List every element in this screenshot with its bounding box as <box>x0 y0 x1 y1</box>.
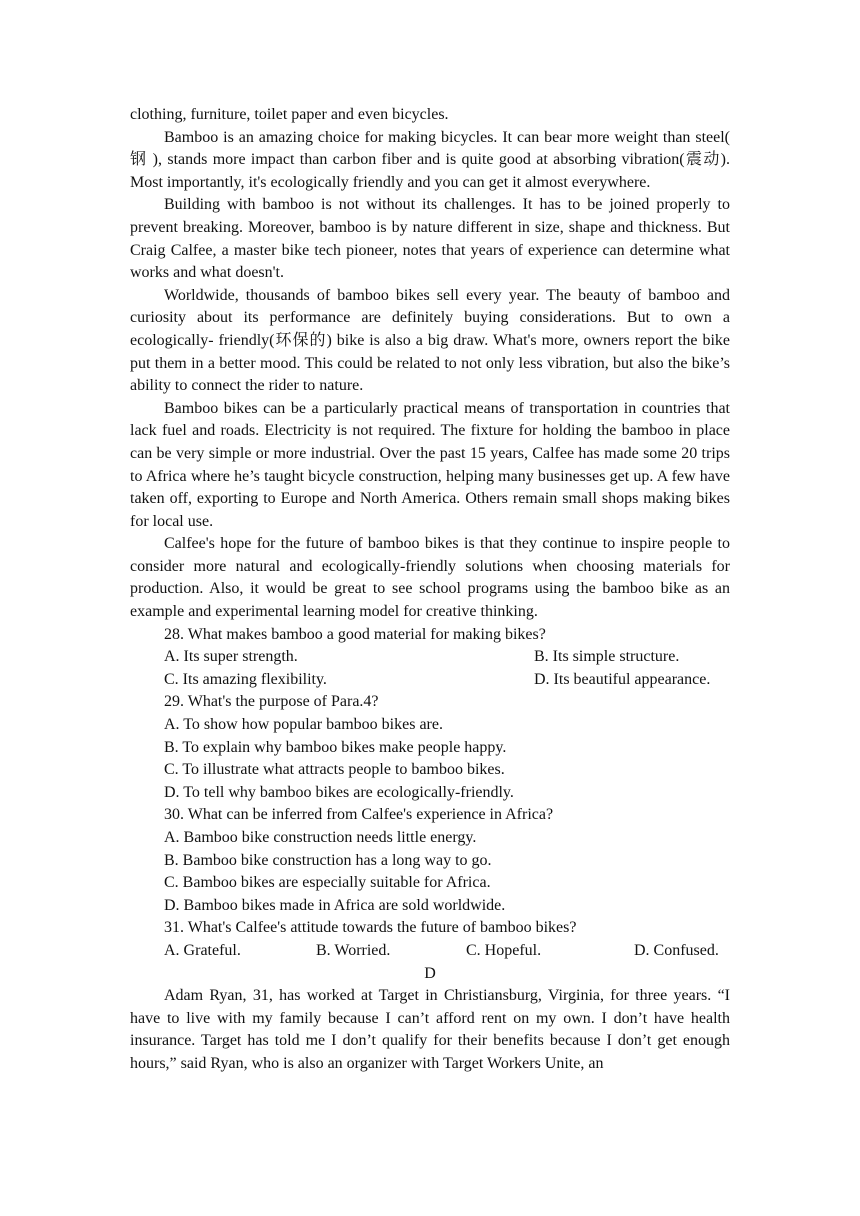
question-28-options-row-1 <box>130 646 730 669</box>
question-30-option-a: A. Bamboo bike construction needs little energy. <box>164 829 477 846</box>
question-30-stem: 30. What can be inferred from Calfee's experience in Africa? <box>164 806 554 824</box>
question-31-option-a: A. Grateful. <box>164 941 241 959</box>
passage-c-paragraph-3: Building with bamboo is not without its challenges. It has to be joined properly to prevent breaking. Moreover, bamboo is by nature different in size, shape and thickness. But Craig Calfee, a master bike tech pioneer, notes that years of experience can determine what works and what doesn't. <box>130 196 730 282</box>
passage-c-paragraph-4: Worldwide, thousands of bamboo bikes sell every year. The beauty of bamboo and curiosity about its performance are definitely buying considerations. But to own a ecologically- friendly(环保的) bike is also a big draw. What's more, owners report the bike put them in a better mood. This could be related to not only less vibration, but also the bike’s ability to connect the rider to nature. <box>130 286 730 395</box>
passage-c-paragraph-2: Bamboo is an amazing choice for making bicycles. It can bear more weight than steel( 钢 ), stands more impact than carbon fiber and is quite good at absorbing vibration(震动). Most importantly, it's ecologically friendly and you can get it almost everywhere. <box>130 128 730 191</box>
question-31-option-c: C. Hopeful. <box>466 941 542 959</box>
question-29-option-a: A. To show how popular bamboo bikes are. <box>164 716 443 734</box>
passage-c-paragraph-6: Calfee's hope for the future of bamboo bikes is that they continue to inspire people to consider more natural and ecologically-friendly solutions when choosing materials for production. Also, it would be great to see school programs using the bamboo bike as an example and experimental learning model for creative thinking. <box>130 535 730 621</box>
question-28 <box>130 624 730 692</box>
question-31-option-b: B. Worried. <box>316 941 391 959</box>
question-28-option-a: A. Its super strength. <box>164 648 298 666</box>
question-30 <box>130 804 730 917</box>
question-28-option-d: D. Its beautiful appearance. <box>534 670 711 688</box>
question-30-option-b: B. Bamboo bike construction has a long way to go. <box>164 851 492 869</box>
question-28-options-row-2 <box>130 669 730 692</box>
passage-c-paragraph-5: Bamboo bikes can be a particularly practical means of transportation in countries that lack fuel and roads. Electricity is not required. The fixture for holding the bamboo in place can be very simple or more industrial. Over the past 15 years, Calfee has made some 20 trips to Africa where he’s taught bicycle construction, helping many businesses get up. A few have taken off, exporting to Europe and North America. Others remain small shops making bikes for local use. <box>130 399 730 530</box>
question-29 <box>130 691 730 804</box>
question-31 <box>130 917 730 962</box>
question-28-stem: 28. What makes bamboo a good material for making bikes? <box>164 625 546 643</box>
question-29-option-d: D. To tell why bamboo bikes are ecologically-friendly. <box>164 783 514 801</box>
question-29-option-b: B. To explain why bamboo bikes make people happy. <box>164 738 507 756</box>
exam-page <box>130 104 730 1076</box>
question-28-option-c: C. Its amazing flexibility. <box>164 670 327 688</box>
question-31-stem: 31. What's Calfee's attitude towards the future of bamboo bikes? <box>164 919 577 937</box>
question-28-option-b: B. Its simple structure. <box>534 648 680 666</box>
question-29-option-c: C. To illustrate what attracts people to bamboo bikes. <box>164 761 505 779</box>
passage-d-paragraph-1: Adam Ryan, 31, has worked at Target in Christiansburg, Virginia, for three years. “I have to live with my family because I can’t afford rent on my own. I don’t have health insurance. Target has told me I don’t qualify for their benefits because I don’t get enough hours,” said Ryan, who is also an organizer with Target Workers Unite, an <box>130 987 730 1072</box>
question-31-option-d: D. Confused. <box>634 941 719 959</box>
question-29-stem: 29. What's the purpose of Para.4? <box>164 693 379 711</box>
question-31-options <box>130 940 730 963</box>
passage-c-paragraph-1: clothing, furniture, toilet paper and even bicycles. <box>130 106 449 123</box>
question-30-option-c: C. Bamboo bikes are especially suitable for Africa. <box>164 874 491 892</box>
section-d-heading: D <box>424 964 436 982</box>
question-30-option-d: D. Bamboo bikes made in Africa are sold worldwide. <box>164 896 506 914</box>
